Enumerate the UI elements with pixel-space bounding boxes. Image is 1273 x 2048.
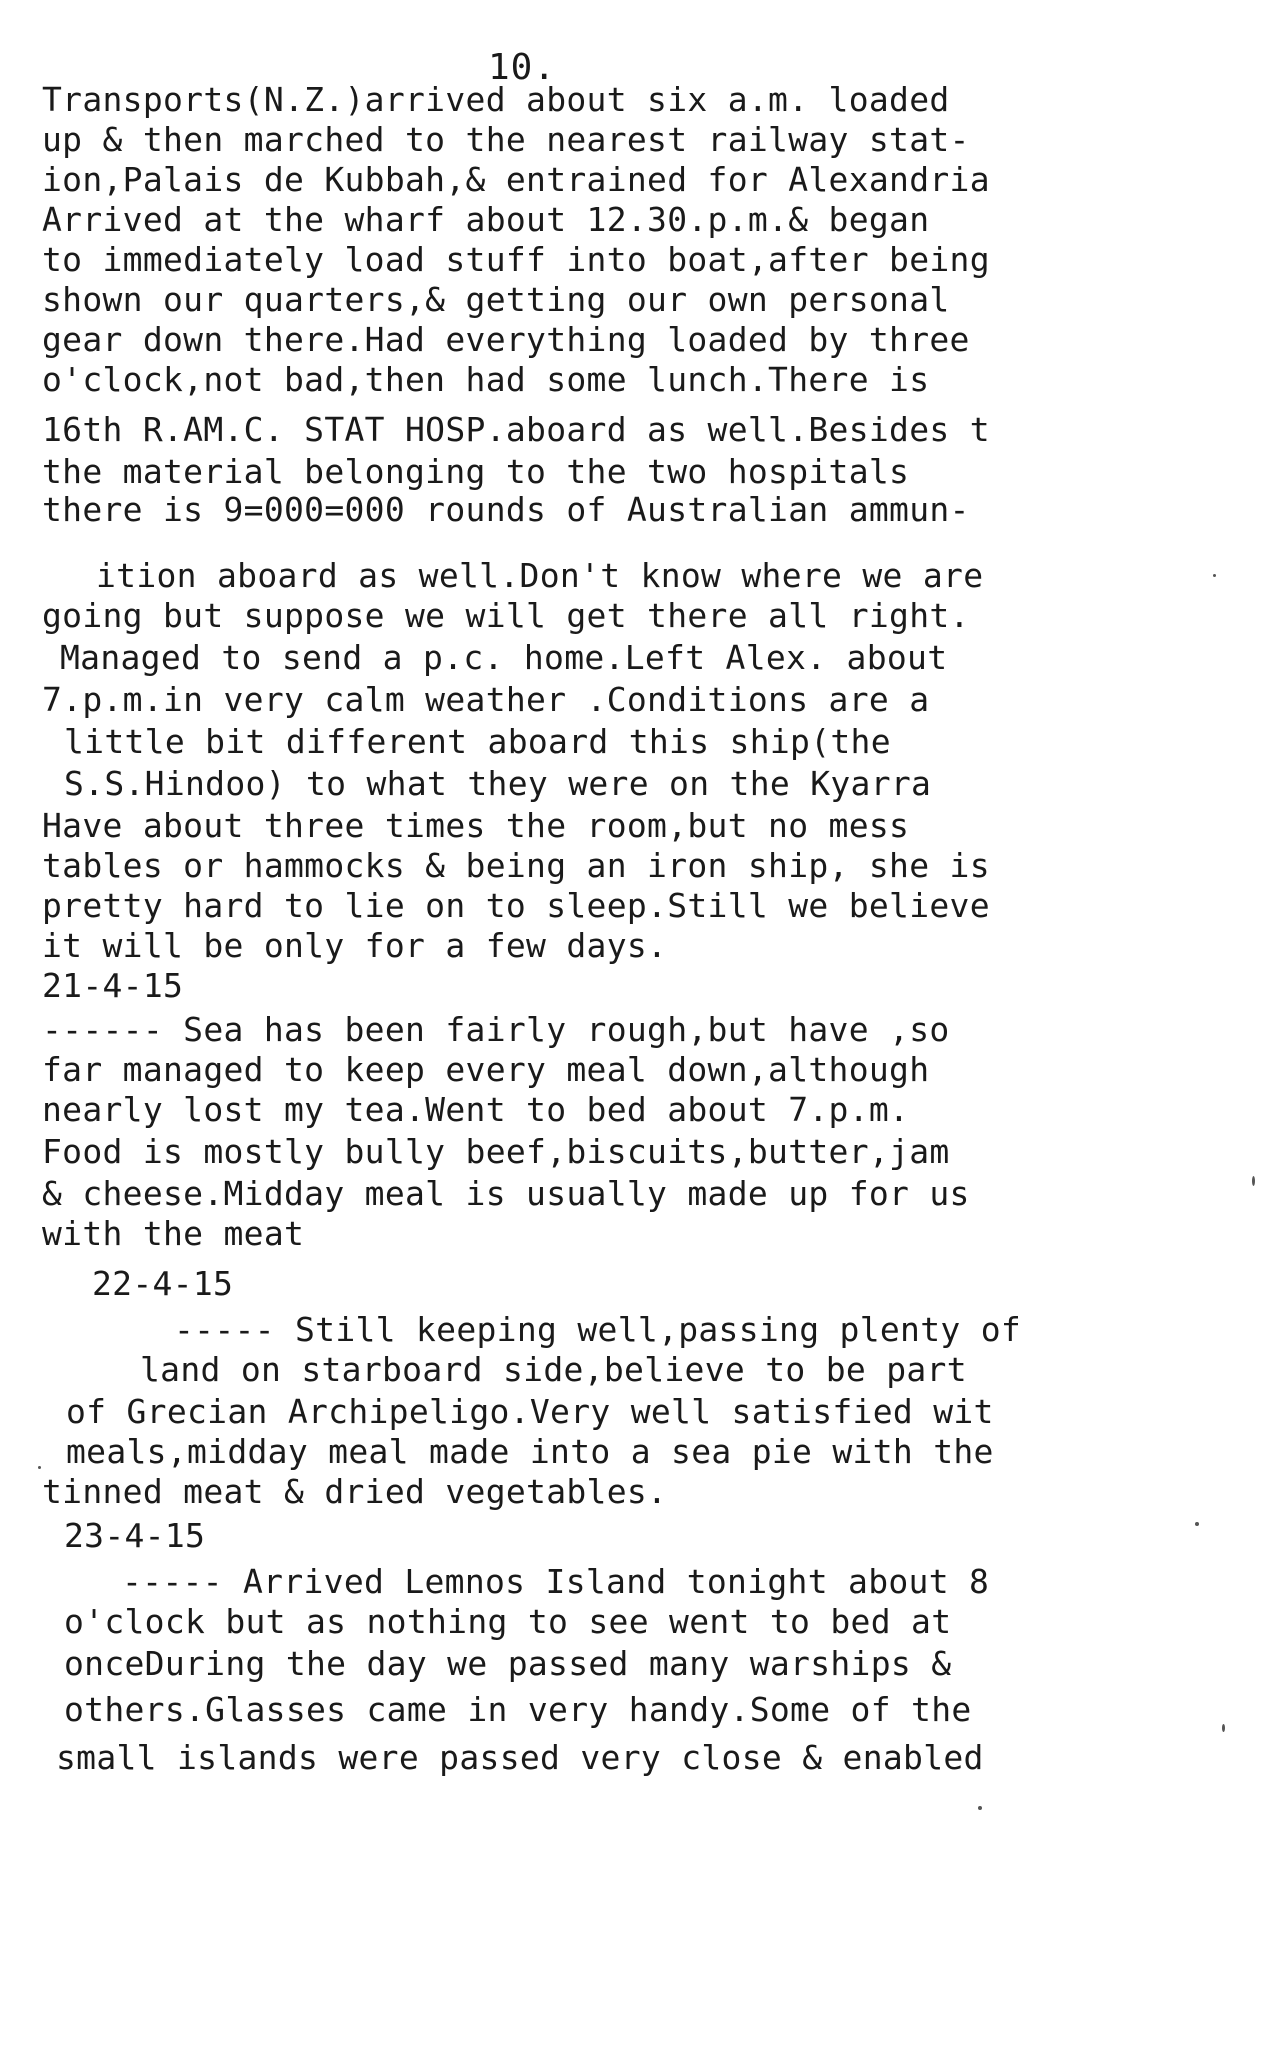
text-line: meals,midday meal made into a sea pie with the [66, 1432, 994, 1471]
text-line: onceDuring the day we passed many warships & [64, 1644, 952, 1683]
ink-speck [1213, 574, 1216, 577]
text-line: 7.p.m.in very calm weather .Conditions are a [42, 680, 930, 719]
text-line: tinned meat & dried vegetables. [42, 1472, 668, 1511]
text-line: ion,Palais de Kubbah,& entrained for Alexandria [42, 160, 990, 199]
text-line: it will be only for a few days. [42, 926, 668, 965]
text-line: ition aboard as well.Don't know where we are [96, 556, 984, 595]
text-line: 16th R.AM.C. STAT HOSP.aboard as well.Besides t [42, 410, 990, 449]
text-line: land on starboard side,believe to be part [140, 1350, 967, 1389]
text-line: nearly lost my tea.Went to bed about 7.p.m. [42, 1090, 910, 1129]
text-line: of Grecian Archipeligo.Very well satisfied wit [66, 1392, 994, 1431]
text-line: tables or hammocks & being an iron ship, she is [42, 846, 990, 885]
ink-speck [978, 1806, 982, 1810]
date-line: 22-4-15 [92, 1264, 234, 1303]
text-line: Transports(N.Z.)arrived about six a.m. loaded [42, 80, 950, 119]
text-line: Managed to send a p.c. home.Left Alex. about [60, 638, 948, 677]
date-line: 23-4-15 [64, 1516, 206, 1555]
text-line: ----- Still keeping well,passing plenty of [174, 1310, 1022, 1349]
text-line: to immediately load stuff into boat,after being [42, 240, 990, 279]
text-line: the material belonging to the two hospitals [42, 452, 910, 491]
text-line: S.S.Hindoo) to what they were on the Kyarra [64, 764, 932, 803]
text-line: with the meat [42, 1214, 305, 1253]
ink-speck [38, 1466, 41, 1469]
text-line: o'clock,not bad,then had some lunch.There is [42, 360, 930, 399]
text-line: ------ Sea has been fairly rough,but have ,so [42, 1010, 950, 1049]
text-line: far managed to keep every meal down,although [42, 1050, 930, 1089]
text-line: o'clock but as nothing to see went to bed at [64, 1602, 952, 1641]
ink-speck [1222, 1724, 1225, 1732]
text-line: there is 9=000=000 rounds of Australian ammun- [42, 490, 970, 529]
text-line: gear down there.Had everything loaded by three [42, 320, 970, 359]
ink-speck [1195, 1522, 1199, 1526]
text-line: Food is mostly bully beef,biscuits,butter,jam [42, 1132, 950, 1171]
text-line: up & then marched to the nearest railway stat- [42, 120, 970, 159]
text-line: & cheese.Midday meal is usually made up for us [42, 1174, 970, 1213]
text-line: Arrived at the wharf about 12.30.p.m.& began [42, 200, 930, 239]
text-line: going but suppose we will get there all right. [42, 596, 970, 635]
text-line: ----- Arrived Lemnos Island tonight about 8 [122, 1562, 990, 1601]
text-line: little bit different aboard this ship(the [64, 722, 891, 761]
text-line: Have about three times the room,but no mess [42, 806, 910, 845]
text-line: pretty hard to lie on to sleep.Still we believe [42, 886, 990, 925]
text-line: others.Glasses came in very handy.Some of the [64, 1690, 972, 1729]
date-line: 21-4-15 [42, 966, 184, 1005]
text-line: shown our quarters,& getting our own personal [42, 280, 950, 319]
page-number: 10. [488, 47, 557, 88]
text-line: small islands were passed very close & enabled [56, 1738, 984, 1777]
ink-speck [1252, 1176, 1255, 1186]
